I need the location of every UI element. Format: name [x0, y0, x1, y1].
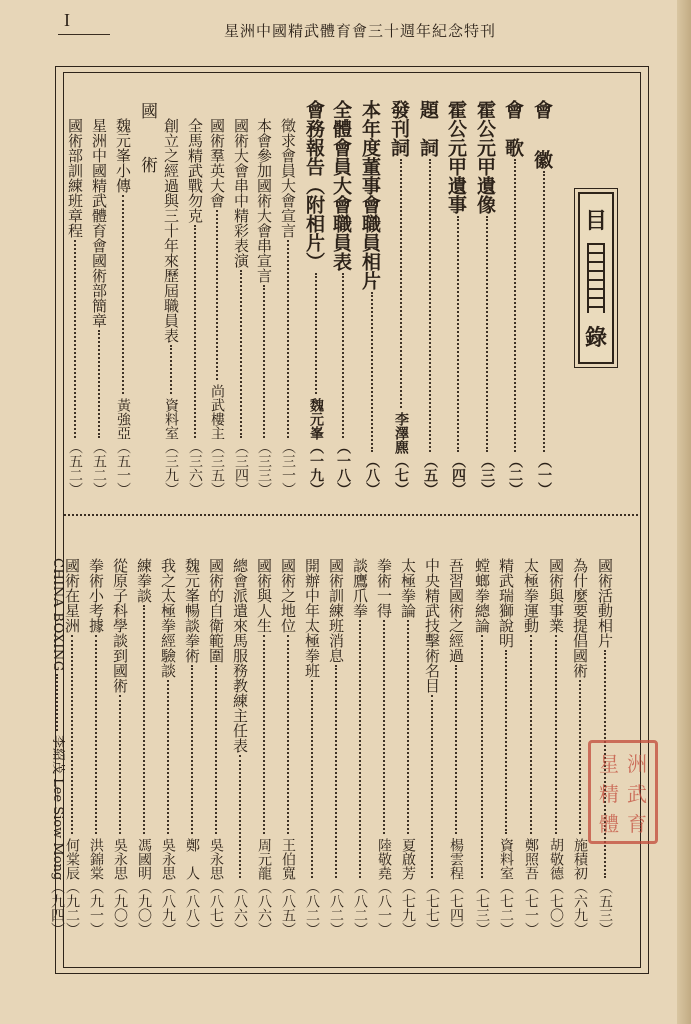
section-divider — [64, 514, 638, 516]
upper-entry — [256, 118, 271, 496]
upper-entry-page: （二） — [507, 454, 523, 496]
upper-entry-title: 全體會員大會職員表 — [330, 100, 352, 271]
lower-entry-page: （八八） — [184, 880, 200, 936]
upper-entry-title: 魏元峯小傳 — [114, 118, 132, 193]
toc-heading-char-2: 錄 — [584, 325, 607, 351]
upper-entry-title: 霍公元甲遺像 — [474, 100, 496, 214]
lower-entry — [50, 558, 64, 936]
lower-entry-title: 談鷹爪拳 — [351, 558, 369, 618]
dot-leader — [184, 665, 193, 834]
dot-leader — [446, 216, 459, 452]
dot-leader — [88, 635, 97, 834]
upper-entry — [475, 100, 494, 496]
lower-entry-page: （七一） — [523, 880, 539, 936]
dot-leader — [163, 345, 172, 394]
lower-entry-page: （九四） — [49, 880, 65, 936]
upper-entry-page: （五一） — [115, 440, 131, 496]
lower-entry-author: 陸敬堯 — [376, 838, 392, 880]
lower-entry — [474, 558, 489, 936]
upper-entry-title: 術 — [137, 156, 157, 173]
upper-entry-title: 創立之經過與三十年來歷屆職員表 — [162, 118, 180, 343]
lower-entry-page: （五三） — [597, 880, 613, 936]
lower-entry-title: 精武瑞獅說明 — [497, 558, 515, 648]
seal-glyph: 星 — [599, 751, 619, 776]
upper-entry-author: 魏元峯 — [308, 398, 324, 440]
upper-entry — [532, 150, 551, 496]
lower-entry-title: 國術與事業 — [547, 558, 565, 633]
upper-entry-title: 國術大會串中精彩表演 — [232, 118, 250, 268]
lower-entry — [256, 558, 271, 936]
upper-entry-author: 黃強亞 — [115, 398, 131, 440]
toc-heading-char-1: 目 — [584, 208, 607, 234]
upper-entry — [187, 118, 202, 496]
dot-leader — [112, 695, 121, 834]
lower-entry-author: 資料室 — [498, 838, 514, 880]
dot-leader — [448, 665, 457, 834]
upper-entry — [418, 100, 437, 496]
upper-entry-title: 徽 — [531, 150, 553, 169]
upper-entry — [91, 118, 106, 496]
upper-entry-title: 徵求會員大會宣言 — [279, 118, 297, 238]
upper-entry — [67, 118, 82, 496]
dot-leader — [233, 270, 242, 438]
lower-entry — [448, 558, 463, 936]
lower-entry-page: （九二） — [64, 880, 80, 936]
lower-entry-author: 馮國明 — [136, 838, 152, 880]
lower-entry — [88, 558, 103, 936]
lower-entry — [498, 558, 513, 936]
lower-entry-page: （八二） — [352, 880, 368, 936]
lower-entry-author: 李紹茂 Lee Siow Mong — [50, 734, 65, 880]
lower-entry-title: 國術之地位 — [279, 558, 297, 633]
lower-entry-page: （八二） — [304, 880, 320, 936]
lower-entry-page: （九〇） — [112, 880, 128, 936]
dot-leader — [304, 273, 317, 394]
dot-leader — [280, 240, 289, 438]
lower-entry-title: 中央精武技擊術名目 — [423, 558, 441, 693]
lower-entry — [136, 558, 151, 936]
lower-entry — [208, 558, 223, 936]
upper-entry-title: 國術羣英大會 — [208, 118, 226, 208]
lower-entry-author: 施積初 — [572, 838, 588, 880]
lower-entry-page: （八九） — [160, 880, 176, 936]
lower-entry-author: 楊雲程 — [448, 838, 464, 880]
lower-entry-title: 吾習國術之經過 — [447, 558, 465, 663]
running-head: 星洲中國精武體育會三十週年紀念特刊 — [224, 22, 497, 40]
lower-entry — [280, 558, 295, 936]
lower-entry-author: 何棠辰 — [64, 838, 80, 880]
upper-entry — [389, 100, 408, 496]
upper-entry-page: （三） — [479, 454, 495, 496]
lower-entry-page: （七四） — [448, 880, 464, 936]
upper-entry-title: 會 歌 — [502, 100, 524, 157]
dot-leader — [328, 665, 337, 878]
dot-leader — [360, 292, 373, 452]
dot-leader — [187, 225, 196, 438]
dot-leader — [475, 216, 488, 452]
seal-glyph: 洲 — [627, 751, 647, 776]
upper-entry-title: 國術部訓練班章程 — [66, 118, 84, 238]
lower-entry-page: （七九） — [400, 880, 416, 936]
upper-entry-author: 資料室 — [163, 398, 179, 440]
lower-entry-title: CHINA BOXING — [50, 558, 65, 672]
upper-entry-page: （五二） — [67, 440, 83, 496]
lower-entry-page: （六九） — [572, 880, 588, 936]
lower-entry-page: （七三） — [474, 880, 490, 936]
lower-entry-page: （八六） — [256, 880, 272, 936]
dot-leader — [572, 680, 581, 834]
lower-entry-author: 周元龍 — [256, 838, 272, 880]
upper-entry-title: 霍公元甲遺事 — [445, 100, 467, 214]
upper-entry-page: （三三） — [256, 440, 272, 496]
upper-entry-title: 全馬精武戰勿克 — [186, 118, 204, 223]
seal-glyph: 育 — [627, 811, 647, 836]
upper-entry-page: （五） — [422, 454, 438, 496]
lower-entry-page: （八五） — [280, 880, 296, 936]
dot-leader — [498, 650, 507, 834]
upper-entry-title: 國 — [137, 102, 157, 119]
upper-entry-page: （一） — [536, 454, 552, 496]
page-number: I — [64, 10, 70, 30]
lower-entry-author: 吳永思 — [208, 838, 224, 880]
lower-entry-title: 國術在星洲 — [63, 558, 81, 633]
lower-entry-page: （八二） — [328, 880, 344, 936]
lower-entry-author: 鄭 人 — [184, 838, 200, 880]
lower-entry-author: 吳永思 — [112, 838, 128, 880]
lower-entry-page: （八六） — [232, 880, 248, 936]
lower-entry-title: 開辦中年太極拳班 — [303, 558, 321, 678]
upper-entry — [163, 118, 178, 496]
dot-leader — [418, 159, 431, 452]
upper-entry — [209, 118, 224, 496]
dot-leader — [160, 680, 169, 834]
upper-entry-title: 會務報告（附相片） — [303, 100, 325, 271]
lower-entry-title: 練拳談 — [135, 558, 153, 603]
lower-entry-page: （八七） — [208, 880, 224, 936]
dot-leader — [503, 159, 516, 452]
dot-leader — [136, 605, 145, 834]
lower-entry-author: 胡敬德 — [548, 838, 564, 880]
lower-entry-title: 總會派遣來馬服務教練主任表 — [231, 558, 249, 753]
upper-entry-page: （三五） — [209, 440, 225, 496]
dot-leader — [331, 273, 344, 438]
lower-entry-author: 鄭照吾 — [523, 838, 539, 880]
upper-entry-title: 會 — [531, 100, 553, 119]
upper-entry-page: （一八） — [335, 440, 351, 496]
lower-entry-page: （七二） — [498, 880, 514, 936]
upper-entry — [331, 100, 350, 496]
upper-entry-page: （一九） — [308, 440, 324, 496]
upper-entry-page: （七） — [393, 454, 409, 496]
lower-entry — [352, 558, 367, 936]
upper-entry — [446, 100, 465, 496]
lower-entry-page: （九〇） — [136, 880, 152, 936]
dot-leader — [304, 680, 313, 878]
dot-leader — [232, 755, 241, 878]
lower-entry — [572, 558, 587, 936]
upper-entry — [138, 156, 155, 196]
red-seal-stamp — [588, 740, 658, 844]
dot-leader — [548, 635, 557, 834]
lower-entry — [184, 558, 199, 936]
lower-entry-title: 太極拳運動 — [522, 558, 540, 633]
dot-leader — [474, 635, 483, 878]
lower-entry-title: 我之太極拳經驗談 — [159, 558, 177, 678]
upper-entry — [304, 100, 323, 496]
seal-glyph: 精 — [599, 781, 619, 806]
upper-entry-page: （三四） — [233, 440, 249, 496]
dot-leader — [376, 620, 385, 834]
upper-entry-page: （五二） — [91, 440, 107, 496]
dot-leader — [91, 330, 100, 438]
lower-entry-title: 魏元峯暢談拳術 — [183, 558, 201, 663]
dot-leader — [424, 695, 433, 878]
lower-entry — [64, 558, 79, 936]
lower-entry — [376, 558, 391, 936]
lower-entry — [304, 558, 319, 936]
lower-entry-title: 拳術小考據 — [87, 558, 105, 633]
lower-entry — [424, 558, 439, 936]
seal-glyph: 武 — [627, 781, 647, 806]
upper-entry-author: 李澤麃 — [393, 412, 409, 454]
top-rule — [58, 34, 110, 35]
dot-leader — [50, 674, 58, 731]
toc-heading-ornament — [587, 243, 605, 313]
lower-entry-page: （七〇） — [548, 880, 564, 936]
upper-entry-title: 本年度董事會職員相片 — [359, 100, 381, 290]
lower-entry-title: 太極拳論 — [399, 558, 417, 618]
lower-entry-title: 為什麼要提倡國術 — [571, 558, 589, 678]
lower-entry — [400, 558, 415, 936]
lower-entry-author: 王伯寬 — [280, 838, 296, 880]
upper-entry — [138, 102, 155, 142]
upper-entry-title: 星洲中國精武體育會國術部簡章 — [90, 118, 108, 328]
page-edge — [677, 0, 691, 1024]
lower-entry-title: 國術與人生 — [255, 558, 273, 633]
upper-entry-page: （四） — [450, 454, 466, 496]
dot-leader — [389, 159, 402, 408]
lower-entry — [112, 558, 127, 936]
dot-leader — [256, 635, 265, 834]
dot-leader — [532, 171, 545, 452]
upper-entry — [233, 118, 248, 496]
dot-leader — [400, 620, 409, 834]
upper-entry-page: （三一） — [280, 440, 296, 496]
lower-entry-page: （七七） — [424, 880, 440, 936]
seal-glyph: 體 — [599, 811, 619, 836]
dot-leader — [209, 210, 218, 380]
upper-entry — [360, 100, 379, 496]
lower-entry-title: 國術訓練班消息 — [327, 558, 345, 663]
lower-entry-title: 拳術一得 — [375, 558, 393, 618]
upper-entry — [280, 118, 295, 496]
upper-entry-author: 尚武樓主 — [209, 384, 225, 440]
upper-entry-page: （八） — [364, 454, 380, 496]
upper-entry-page: （三六） — [187, 440, 203, 496]
upper-entry-title: 發刊詞 — [388, 100, 410, 157]
dot-leader — [67, 240, 76, 438]
toc-heading-box — [578, 192, 614, 364]
lower-entry-title: 國術的自衛範圍 — [207, 558, 225, 663]
lower-entry — [328, 558, 343, 936]
dot-leader — [256, 285, 265, 438]
lower-entry-author: 洪錦棠 — [88, 838, 104, 880]
lower-entry-page: （九一） — [88, 880, 104, 936]
dot-leader — [523, 635, 532, 834]
upper-entry-title: 本會參加國術大會串宣言 — [255, 118, 273, 283]
upper-entry — [532, 100, 551, 140]
lower-entry-page: （八一） — [376, 880, 392, 936]
lower-entry — [548, 558, 563, 936]
dot-leader — [208, 665, 217, 834]
upper-entry — [503, 100, 522, 496]
dot-leader — [280, 635, 289, 834]
upper-entry-page: （三九） — [163, 440, 179, 496]
lower-entry — [232, 558, 247, 936]
lower-entry-title: 從原子科學談到國術 — [111, 558, 129, 693]
dot-leader — [64, 635, 73, 834]
upper-entry — [115, 118, 130, 496]
lower-entry-title: 螳螂拳總論 — [473, 558, 491, 633]
lower-entry-title: 國術活動相片 — [596, 558, 614, 648]
lower-entry — [523, 558, 538, 936]
dot-leader — [115, 195, 124, 394]
lower-entry-author: 夏啟芳 — [400, 838, 416, 880]
dot-leader — [352, 620, 361, 878]
lower-entry-author: 吳永思 — [160, 838, 176, 880]
upper-entry-title: 題 詞 — [417, 100, 439, 157]
lower-entry — [160, 558, 175, 936]
